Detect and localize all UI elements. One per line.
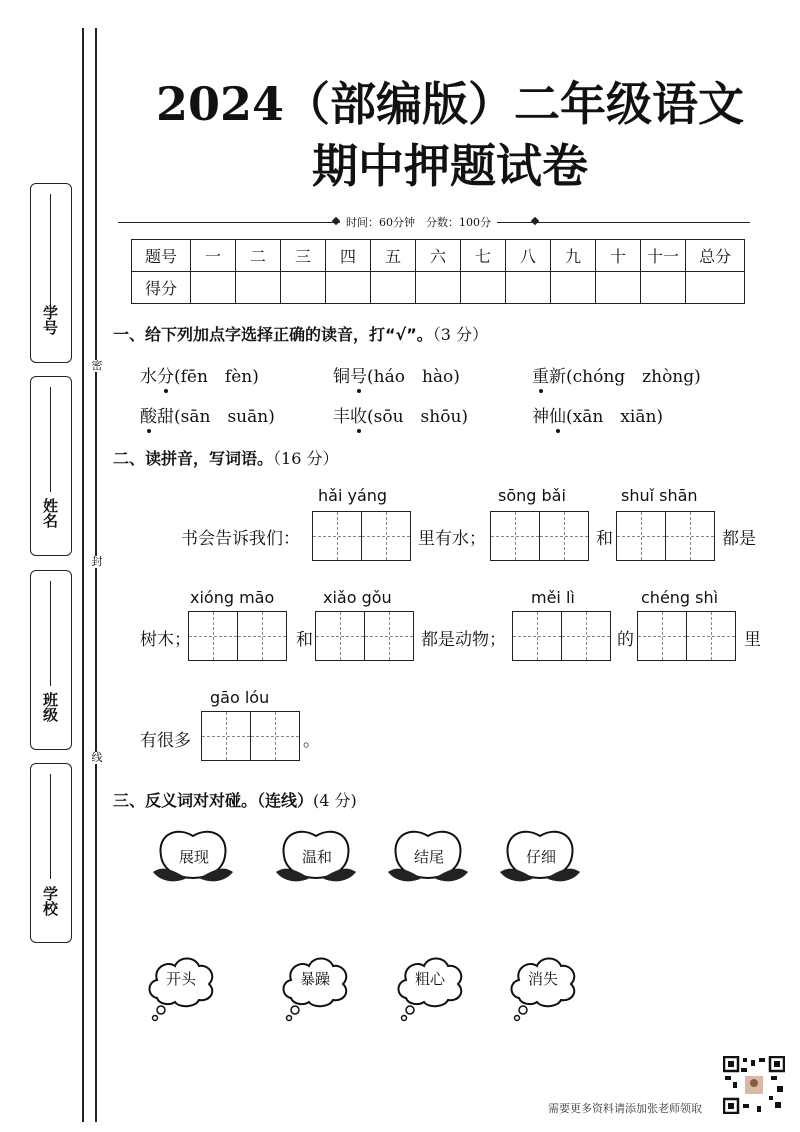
seal-char-mi: 密 — [91, 359, 103, 372]
section1-heading: 一、给下列加点字选择正确的读音，打“√”。（3 分） — [113, 325, 488, 344]
score-cell[interactable] — [461, 272, 506, 304]
q2-text: 里 — [744, 630, 761, 650]
title-line1: 2024（部编版）二年级语文 — [155, 77, 745, 131]
score-cell[interactable] — [191, 272, 236, 304]
score-header-cell: 六 — [416, 240, 461, 272]
q1-item[interactable]: 神仙(xān xiān) — [532, 407, 664, 427]
score-cell[interactable] — [416, 272, 461, 304]
q2-text: 都是 — [722, 529, 756, 549]
answer-grid[interactable] — [315, 611, 414, 661]
answer-grid[interactable] — [490, 511, 589, 561]
footer-note: 需要更多资料请添加张老师领取 — [548, 1102, 702, 1115]
word-cloud[interactable]: 开头 — [143, 948, 219, 1010]
q2-text: 书会告诉我们： — [181, 529, 300, 549]
q2-text: 里有水； — [418, 529, 486, 549]
pinyin-label: gāo lóu — [210, 688, 270, 707]
answer-grid[interactable] — [201, 711, 300, 761]
q1-item[interactable]: 酸甜(sān suān) — [140, 407, 275, 427]
score-table-header-row — [132, 240, 745, 272]
score-header-cell: 三 — [281, 240, 326, 272]
divider-diamond-left — [332, 217, 340, 225]
q2-text: 树木； — [140, 630, 191, 650]
score-header-cell: 四 — [326, 240, 371, 272]
score-cell[interactable] — [551, 272, 596, 304]
section2-heading: 二、读拼音，写词语。（16 分） — [113, 449, 339, 468]
q2-text: 都是动物； — [421, 630, 506, 650]
answer-grid[interactable] — [616, 511, 715, 561]
score-header-label: 题号 — [132, 240, 191, 272]
score-header-total: 总分 — [686, 240, 745, 272]
word-peach[interactable]: 温和 — [270, 828, 362, 886]
section3-heading: 三、反义词对对碰。（连线）(4 分) — [113, 791, 357, 810]
score-cell[interactable] — [506, 272, 551, 304]
q2-text: 。 — [303, 731, 320, 751]
score-header-cell: 十 — [596, 240, 641, 272]
answer-grid[interactable] — [188, 611, 287, 661]
score-table — [131, 239, 745, 304]
pinyin-label: xióng māo — [190, 588, 275, 607]
answer-grid[interactable] — [637, 611, 736, 661]
binding-line-outer — [82, 28, 84, 1122]
q1-item[interactable]: 丰收(sōu shōu) — [333, 407, 469, 427]
pinyin-label: chéng shì — [641, 588, 719, 607]
score-row-label: 得分 — [132, 272, 191, 304]
word-cloud[interactable]: 消失 — [505, 948, 581, 1010]
word-peach[interactable]: 仔细 — [494, 828, 586, 886]
score-total-cell[interactable] — [686, 272, 745, 304]
score-table-score-row — [132, 272, 745, 304]
score-cell[interactable] — [326, 272, 371, 304]
answer-grid[interactable] — [512, 611, 611, 661]
score-header-cell: 十一 — [641, 240, 686, 272]
q1-item[interactable]: 水分(fēn fèn) — [140, 367, 259, 387]
score-header-cell: 五 — [371, 240, 416, 272]
pinyin-label: xiǎo gǒu — [323, 588, 392, 607]
q2-text: 有很多 — [140, 731, 191, 751]
exam-info: 时间：60分钟 分数：100分 — [340, 214, 497, 230]
word-cloud[interactable]: 暴躁 — [277, 948, 353, 1010]
title-line2: 期中押题试卷 — [312, 139, 588, 193]
score-header-cell: 二 — [236, 240, 281, 272]
score-cell[interactable] — [641, 272, 686, 304]
score-header-cell: 八 — [506, 240, 551, 272]
score-cell[interactable] — [281, 272, 326, 304]
word-cloud[interactable]: 粗心 — [392, 948, 468, 1010]
seal-char-feng: 封 — [91, 555, 103, 568]
pinyin-label: shuǐ shān — [621, 486, 698, 505]
q1-item[interactable]: 铜号(háo hào) — [333, 367, 460, 387]
q2-text: 的 — [617, 630, 634, 650]
q2-text: 和 — [596, 529, 613, 549]
qr-code-icon — [723, 1056, 785, 1114]
binding-line-inner — [95, 28, 97, 1122]
pinyin-label: sōng bǎi — [498, 486, 566, 505]
score-cell[interactable] — [596, 272, 641, 304]
word-peach[interactable]: 结尾 — [382, 828, 474, 886]
q1-item[interactable]: 重新(chóng zhòng) — [532, 367, 701, 387]
pinyin-label: hǎi yáng — [318, 486, 388, 505]
score-header-cell: 七 — [461, 240, 506, 272]
score-header-cell: 一 — [191, 240, 236, 272]
divider-diamond-right — [531, 217, 539, 225]
score-cell[interactable] — [371, 272, 416, 304]
score-header-cell: 九 — [551, 240, 596, 272]
score-cell[interactable] — [236, 272, 281, 304]
answer-grid[interactable] — [312, 511, 411, 561]
q2-text: 和 — [296, 630, 313, 650]
word-peach[interactable]: 展现 — [147, 828, 239, 886]
seal-char-xian: 线 — [91, 751, 103, 764]
pinyin-label: měi lì — [531, 588, 575, 607]
